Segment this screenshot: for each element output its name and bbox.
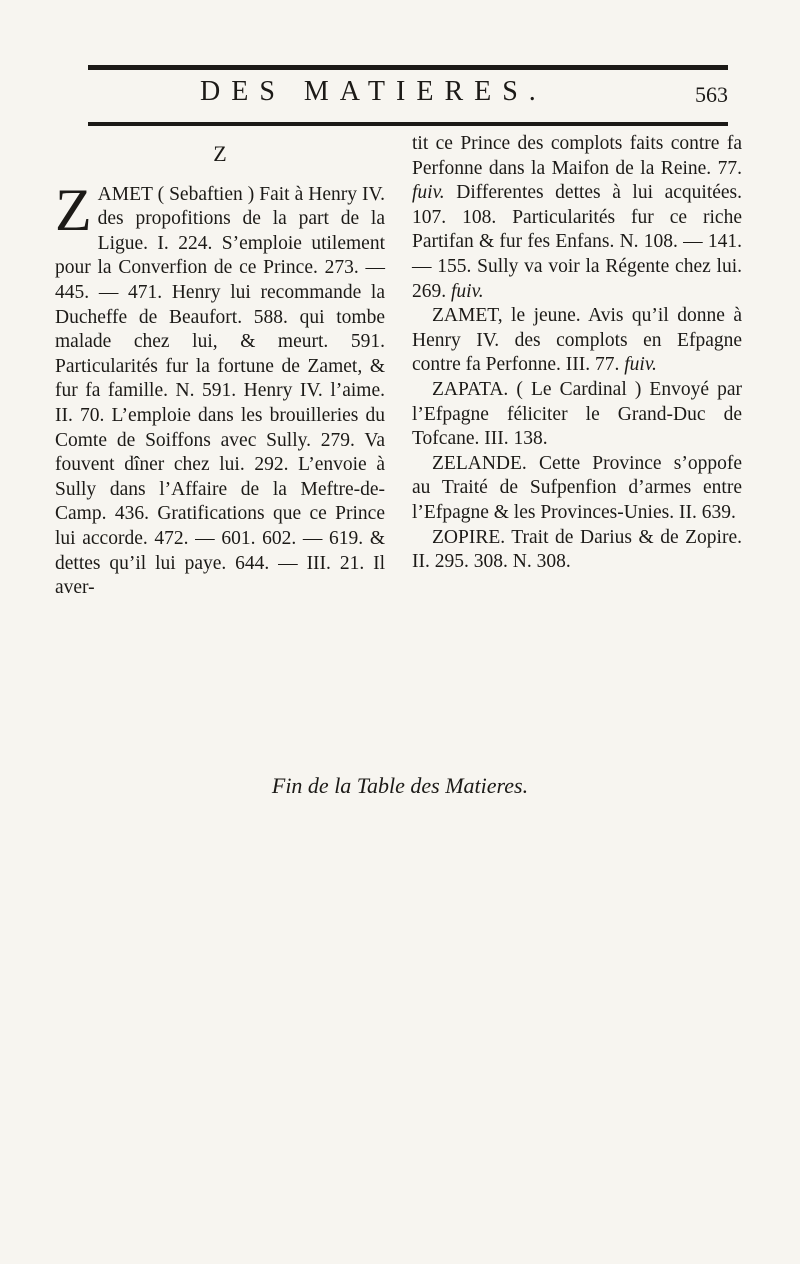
entry-text: tit ce Prince des complots faits contre fa Perfonne dans la Maifon de la Reine. 77. [412, 133, 742, 179]
entry-zamet-continued [412, 132, 742, 304]
entry-zelande [412, 452, 742, 526]
entry-zopire [412, 526, 742, 575]
page-number: 563 [695, 82, 728, 107]
entry-text: ZAPATA. ( Le Cardinal ) Envoyé par l’Efpagne féliciter le Grand-Duc de Tofcane. III. 138. [412, 378, 742, 450]
entry-zamet-jeune [412, 304, 742, 378]
header-top-rule [88, 65, 728, 70]
header-bottom-rule [88, 122, 728, 126]
drop-cap: Z [55, 176, 92, 243]
entry-text: ZOPIRE. Trait de Darius & de Zopire. II. 295. 308. N. 308. [412, 526, 742, 573]
running-header [88, 74, 728, 114]
entry-zapata [412, 378, 742, 452]
section-letter-heading: Z [213, 141, 227, 166]
end-of-table-note: Fin de la Table des Matieres. [271, 773, 529, 798]
entry-text: Differentes dettes à lui acquitées. 107. 108. Particularités fur ce riche Partifan & fur fes Enfans. N. 108. — 141. — 155. Sully va voir la Régente chez lui. 269. [412, 182, 743, 302]
entry-zamet-sebastien [55, 176, 385, 601]
entry-text: ZELANDE. Cette Province s’oppofe au Traité de Sufpenfion d’armes entre l’Efpagne & les Provinces-Unies. II. 639. [412, 452, 742, 523]
entry-italic: fuiv. [451, 280, 484, 302]
entry-italic: fuiv. [624, 354, 657, 376]
right-column [412, 132, 742, 575]
entry-text: AMET ( Sebaftien ) Fait à Henry IV. des propofitions de la part de la Ligue. I. 224. S’emploie utilement pour la Converfion de ce Prince. 273. — 445. — 471. Henry lui recommande la Ducheffe de Beaufort. 588. qui tombe malade chez lui, & meurt. 591. Particularités fur la fortune de Zamet, & fur fa famille. N. 591. Henry IV. l’aime. II. 70. L’emploie dans les brouilleries du Comte de Soiffons avec Sully. 279. Va fouvent dîner chez lui. 292. L’envoie à Sully dans l’Affaire de la Meftre-de-Camp. 436. Gratifications que ce Prince lui accorde. 472. — 601. 602. — 619. & dettes qu’il lui paye. 644. — III. 21. Il aver- [55, 183, 385, 599]
running-title: DES MATIERES. [200, 76, 547, 107]
entry-text: ZAMET, le jeune. Avis qu’il donne à Henry IV. des complots en Efpagne contre fa Perfonne. III. 77. [412, 305, 742, 376]
entry-italic: fuiv. [412, 182, 445, 204]
left-column [55, 132, 385, 601]
